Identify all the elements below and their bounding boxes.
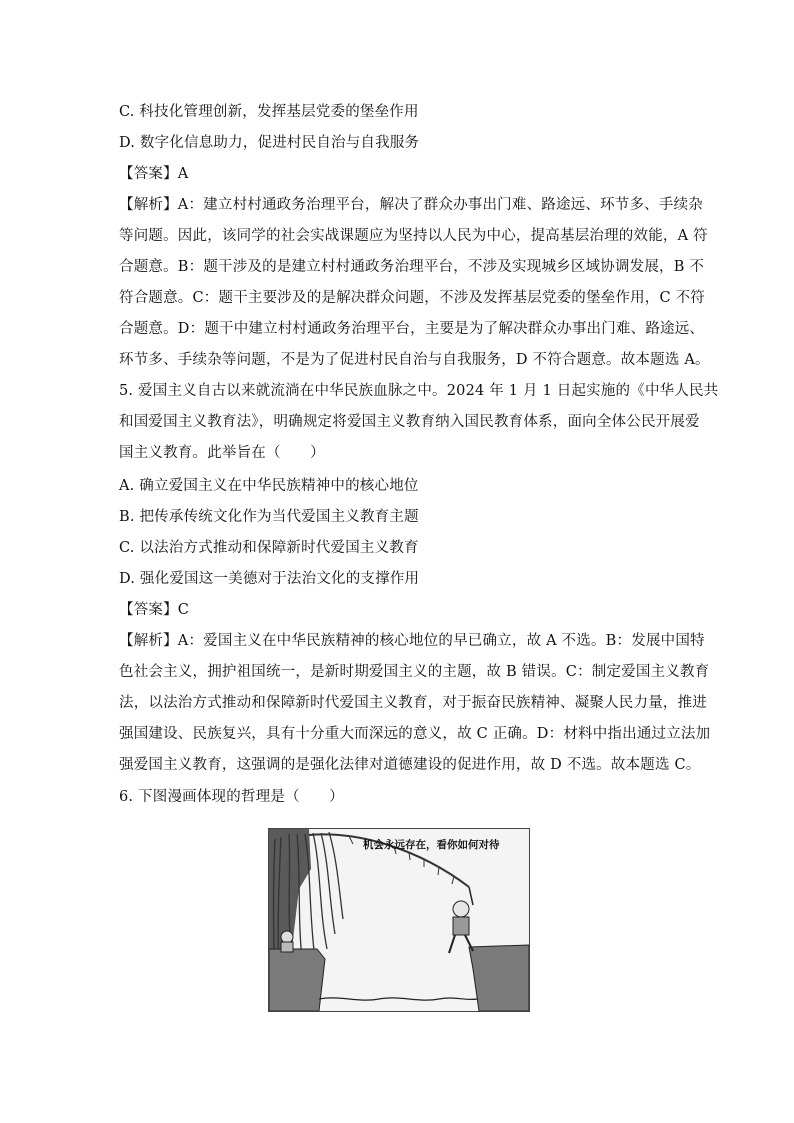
analysis-q5-line-1: 【解析】A：爱国主义在中华民族精神的核心地位的早已确立，故 A 不选。B：发展中国特 xyxy=(119,633,705,649)
cartoon-caption: 机会永远存在，看你如何对待 xyxy=(363,839,500,851)
analysis-q4-line-2: 等问题。因此，该同学的社会实战课题应为坚持以人民为中心，提高基层治理的效能，A 符 xyxy=(119,228,708,244)
option-b-q5: B. 把传承传统文化作为当代爱国主义教育主题 xyxy=(119,509,419,525)
question-5-line-1: 5. 爱国主义自古以来就流淌在中华民族血脉之中。2024 年 1 月 1 日起实施的《中华人民共 xyxy=(119,383,719,399)
option-d-q4: D. 数字化信息助力，促进村民自治与自我服务 xyxy=(119,135,420,151)
right-cliff xyxy=(469,945,529,1011)
analysis-q5-line-5: 强爱国主义教育，这强调的是强化法律对道德建设的促进作用，故 D 不选。故本题选 C。 xyxy=(119,757,701,773)
answer-q4: 【答案】A xyxy=(119,166,189,182)
water-line xyxy=(319,998,477,1000)
question-5-line-2: 和国爱国主义教育法》，明确规定将爱国主义教育纳入国民教育体系，面向全体公民开展爱 xyxy=(119,414,700,430)
cartoon-drawing xyxy=(269,829,529,1011)
option-c-q5: C. 以法治方式推动和保障新时代爱国主义教育 xyxy=(119,540,419,556)
analysis-q4-line-6: 环节多、手续杂等问题，不是为了促进村民自治与自我服务，D 不符合题意。故本题选 A。 xyxy=(119,352,710,368)
cartoon-image xyxy=(268,828,530,1012)
analysis-q4-line-1: 【解析】A：建立村村通政务治理平台，解决了群众办事出门难、路途远、环节多、手续杂 xyxy=(119,197,703,213)
answer-q5: 【答案】C xyxy=(119,602,190,618)
left-cliff xyxy=(269,949,325,1011)
swinging-person xyxy=(449,887,473,953)
analysis-q4-line-4: 符合题意。C：题干主要涉及的是解决群众问题，不涉及发挥基层党委的堡垒作用，C 不符 xyxy=(119,290,705,306)
analysis-q5-line-2: 色社会主义，拥护祖国统一，是新时期爱国主义的主题，故 B 错误。C：制定爱国主义教育 xyxy=(119,664,710,680)
option-c-q4: C. 科技化管理创新，发挥基层党委的堡垒作用 xyxy=(119,104,419,120)
analysis-q5-line-4: 强国建设、民族复兴，具有十分重大而深远的意义，故 C 正确。D：材料中指出通过立法加 xyxy=(119,726,711,742)
analysis-q5-line-3: 法，以法治方式推动和保障新时代爱国主义教育，对于振奋民族精神、凝聚人民力量，推进 xyxy=(119,695,707,711)
analysis-q4-line-3: 合题意。B：题干涉及的是建立村村通政务治理平台，不涉及实现城乡区域协调发展，B 不 xyxy=(119,259,705,275)
option-d-q5: D. 强化爱国这一美德对于法治文化的支撑作用 xyxy=(119,571,420,587)
analysis-q4-line-5: 合题意。D：题干中建立村村通政务治理平台，主要是为了解决群众办事出门难、路途远、 xyxy=(119,321,705,337)
question-5-line-3: 国主义教育。此举旨在（ ） xyxy=(119,445,325,461)
sitting-person xyxy=(281,931,293,952)
option-a-q5: A. 确立爱国主义在中华民族精神中的核心地位 xyxy=(119,478,419,494)
question-6-line-1: 6. 下图漫画体现的哲理是（ ） xyxy=(119,789,344,805)
